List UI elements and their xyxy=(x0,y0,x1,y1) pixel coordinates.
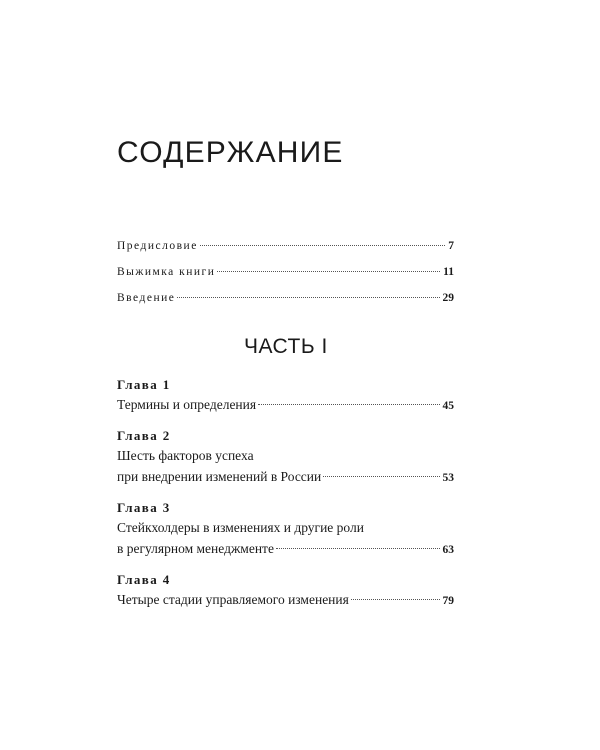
chapter-title: в регулярном менеджменте xyxy=(117,541,274,556)
dot-leader xyxy=(217,271,440,272)
dot-leader xyxy=(276,548,440,549)
chapter-label: Глава 1 xyxy=(117,377,171,392)
part-title: ЧАСТЬ I xyxy=(244,335,328,358)
chapter-title-line: Шесть факторов успеха xyxy=(117,448,254,463)
chapter-title-line: Стейкхолдеры в изменениях и другие роли xyxy=(117,520,364,535)
chapter-title: при внедрении изменений в России xyxy=(117,469,322,484)
chapter-entry-1[interactable] xyxy=(117,376,454,417)
chapter-title: Четыре стадии управляемого изменения xyxy=(117,592,349,607)
dot-leader xyxy=(200,245,445,246)
page-title: СОДЕРЖАНИЕ xyxy=(117,136,344,169)
chapter-title-row xyxy=(117,394,454,417)
dot-leader xyxy=(258,404,439,405)
chapter-page: 79 xyxy=(442,595,454,607)
chapter-title: Термины и определения xyxy=(117,397,257,412)
toc-entry-summary[interactable] xyxy=(117,266,454,292)
chapter-label: Глава 3 xyxy=(117,500,171,515)
chapter-label: Глава 2 xyxy=(117,428,171,443)
dot-leader xyxy=(323,476,439,477)
chapter-label: Глава 4 xyxy=(117,572,171,587)
chapter-entry-3[interactable] xyxy=(117,499,454,561)
toc-entry-page: 11 xyxy=(443,266,454,278)
dot-leader xyxy=(351,599,440,600)
chapter-entry-4[interactable] xyxy=(117,571,454,612)
toc-entry-page: 29 xyxy=(442,292,454,304)
dot-leader xyxy=(177,297,439,298)
toc-entry-page: 7 xyxy=(448,240,454,252)
chapter-entry-2[interactable] xyxy=(117,427,454,489)
toc-entry-title: Предисловие xyxy=(117,240,198,252)
toc-entry-preface[interactable] xyxy=(117,240,454,266)
chapter-title-row xyxy=(117,538,454,561)
toc-entry-title: Выжимка книги xyxy=(117,266,216,278)
toc-entry-title: Введение xyxy=(117,292,176,304)
chapter-page: 45 xyxy=(442,400,454,412)
chapter-page: 53 xyxy=(442,472,454,484)
chapter-title-row xyxy=(117,589,454,612)
chapter-title-row xyxy=(117,466,454,489)
chapter-list xyxy=(117,376,454,622)
toc-entry-introduction[interactable] xyxy=(117,292,454,318)
front-matter-list xyxy=(117,240,454,318)
chapter-page: 63 xyxy=(442,544,454,556)
